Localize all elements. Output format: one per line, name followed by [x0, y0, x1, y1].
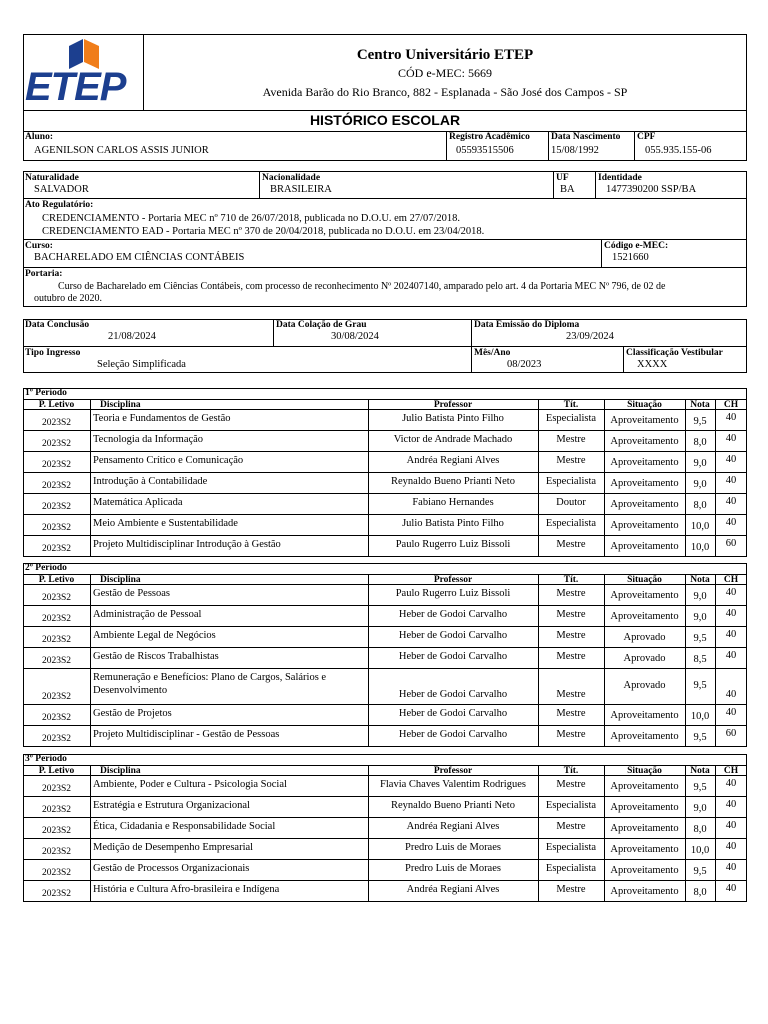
- cell-professor: Andréa Regiani Alves: [406, 884, 500, 895]
- cell-letivo: 2023S2: [41, 805, 72, 815]
- cell-tit: Mestre: [556, 708, 586, 719]
- cell-tit: Mestre: [556, 539, 586, 550]
- cell-disciplina: Estratégia e Estrutura Organizacional: [93, 800, 250, 811]
- divider: [23, 535, 747, 536]
- cell-letivo: 2023S2: [41, 784, 72, 794]
- col-header-nota: Nota: [690, 766, 710, 776]
- cell-tit: Especialista: [545, 800, 597, 811]
- conclusao-value: 21/08/2024: [108, 331, 156, 342]
- divider: [23, 514, 747, 515]
- codigo-value: 1521660: [612, 252, 649, 263]
- cell-nota: 9,0: [693, 612, 707, 623]
- col-header-situacao: Situação: [627, 575, 662, 585]
- cell-situacao: Aproveitamento: [610, 436, 679, 447]
- cell-professor: Julio Batista Pinto Filho: [402, 413, 504, 424]
- cell-professor: Reynaldo Bueno Prianti Neto: [391, 476, 515, 487]
- cell-professor: Heber de Godoi Carvalho: [398, 689, 508, 700]
- ingresso-label: Tipo Ingresso: [25, 348, 81, 358]
- cell-disciplina: Remuneração e Benefícios: Plano de Cargos, Salários e: [93, 672, 327, 683]
- cell-nota: 9,5: [693, 732, 707, 743]
- cell-professor: Predro Luis de Moraes: [405, 842, 501, 853]
- col-header-professor: Professor: [433, 400, 473, 410]
- cell-disciplina: Gestão de Processos Organizacionais: [93, 863, 250, 874]
- cell-situacao: Aproveitamento: [610, 590, 679, 601]
- cell-tit: Mestre: [556, 729, 586, 740]
- col-header-letivo: P. Letivo: [38, 400, 75, 410]
- cell-letivo: 2023S2: [41, 635, 72, 645]
- col-header-ch: CH: [723, 575, 739, 585]
- cell-disciplina: Ambiente Legal de Negócios: [93, 630, 216, 641]
- divider: [623, 346, 624, 373]
- ingresso-value: Seleção Simplificada: [97, 359, 186, 370]
- curso-value: BACHARELADO EM CIÊNCIAS CONTÁBEIS: [34, 252, 245, 263]
- divider: [553, 171, 554, 199]
- cell-professor: Reynaldo Bueno Prianti Neto: [391, 800, 515, 811]
- cpf-label: CPF: [637, 132, 656, 142]
- cell-disciplina-cont: Desenvolvimento: [93, 685, 168, 696]
- cell-tit: Especialista: [545, 476, 597, 487]
- cell-situacao: Aproveitamento: [610, 844, 679, 855]
- cell-letivo: 2023S2: [41, 692, 72, 702]
- cell-situacao: Aproveitamento: [610, 802, 679, 813]
- cell-tit: Mestre: [556, 884, 586, 895]
- cell-nota: 8,0: [693, 500, 707, 511]
- cell-ch: 40: [725, 475, 737, 486]
- portaria-line2: outubro de 2020.: [34, 293, 103, 304]
- cell-disciplina: Projeto Multidisciplinar - Gestão de Pessoas: [93, 729, 280, 740]
- cell-disciplina: Administração de Pessoal: [93, 609, 202, 620]
- cell-tit: Especialista: [545, 413, 597, 424]
- conclusao-label: Data Conclusão: [25, 320, 90, 330]
- divider: [90, 574, 91, 747]
- cell-letivo: 2023S2: [41, 523, 72, 533]
- cell-situacao: Aprovado: [623, 653, 666, 664]
- cell-letivo: 2023S2: [41, 460, 72, 470]
- cell-letivo: 2023S2: [41, 713, 72, 723]
- logo-text: ETEP: [25, 65, 126, 109]
- cell-nota: 9,0: [693, 591, 707, 602]
- cell-nota: 9,0: [693, 479, 707, 490]
- col-header-professor: Professor: [433, 575, 473, 585]
- cell-nota: 9,0: [693, 803, 707, 814]
- divider: [23, 775, 747, 776]
- cell-ch: 40: [725, 608, 737, 619]
- cell-nota: 9,5: [693, 782, 707, 793]
- cell-letivo: 2023S2: [41, 544, 72, 554]
- divider: [273, 319, 274, 346]
- col-header-disciplina: Disciplina: [100, 766, 141, 776]
- cell-disciplina: Ética, Cidadania e Responsabilidade Social: [93, 821, 276, 832]
- cell-disciplina: Gestão de Riscos Trabalhistas: [93, 651, 219, 662]
- mesano-value: 08/2023: [507, 359, 542, 370]
- cell-letivo: 2023S2: [41, 502, 72, 512]
- uf-label: UF: [556, 173, 569, 183]
- cell-letivo: 2023S2: [41, 656, 72, 666]
- cell-professor: Paulo Rugerro Luiz Bissoli: [395, 588, 511, 599]
- ato-line1: CREDENCIAMENTO - Portaria MEC nº 710 de 26/07/2018, publicada no D.O.U. em 27/07/2018.: [42, 213, 461, 224]
- cell-disciplina: Gestão de Pessoas: [93, 588, 170, 599]
- ato-line2: CREDENCIAMENTO EAD - Portaria MEC nº 370 de 20/04/2018, publicada no D.O.U. em 23/04/2018.: [42, 226, 485, 237]
- cell-situacao: Aproveitamento: [610, 611, 679, 622]
- cell-ch: 40: [725, 496, 737, 507]
- cell-ch: 40: [725, 689, 737, 700]
- cell-situacao: Aproveitamento: [610, 823, 679, 834]
- cell-professor: Fabiano Hernandes: [412, 497, 494, 508]
- cell-tit: Mestre: [556, 588, 586, 599]
- cell-professor: Heber de Godoi Carvalho: [398, 729, 508, 740]
- cell-nota: 9,5: [693, 680, 707, 691]
- divider: [90, 765, 91, 902]
- naturalidade-label: Naturalidade: [25, 173, 79, 183]
- cell-nota: 9,5: [693, 866, 707, 877]
- cell-disciplina: Pensamento Crítico e Comunicação: [93, 455, 244, 466]
- etep-logo: [25, 36, 143, 109]
- colacao-label: Data Colação de Grau: [276, 320, 367, 330]
- divider: [23, 880, 747, 881]
- cell-ch: 40: [725, 412, 737, 423]
- cell-professor: Andréa Regiani Alves: [406, 455, 500, 466]
- cell-disciplina: Ambiente, Poder e Cultura - Psicologia Social: [93, 779, 287, 790]
- period-title: 2º Período: [25, 563, 67, 573]
- divider: [23, 725, 747, 726]
- cell-situacao: Aproveitamento: [610, 710, 679, 721]
- cell-ch: 40: [725, 707, 737, 718]
- cell-nota: 10,0: [690, 521, 710, 532]
- cell-ch: 40: [725, 799, 737, 810]
- cpf-value: 055.935.155-06: [645, 145, 712, 156]
- cell-nota: 9,0: [693, 458, 707, 469]
- identidade-value: 1477390200 SSP/BA: [606, 184, 697, 195]
- cell-professor: Andréa Regiani Alves: [406, 821, 500, 832]
- cell-professor: Flavia Chaves Valentim Rodrigues: [380, 779, 526, 790]
- cell-professor: Predro Luis de Moraes: [405, 863, 501, 874]
- cell-nota: 10,0: [690, 711, 710, 722]
- cell-ch: 60: [725, 728, 737, 739]
- divider: [548, 131, 549, 161]
- cell-nota: 10,0: [690, 542, 710, 553]
- divider: [23, 409, 747, 410]
- cell-ch: 60: [725, 538, 737, 549]
- divider: [23, 605, 747, 606]
- colacao-value: 30/08/2024: [331, 331, 379, 342]
- emissao-value: 23/09/2024: [566, 331, 614, 342]
- cell-tit: Mestre: [556, 779, 586, 790]
- institution-name: Centro Universitário ETEP: [356, 47, 534, 63]
- cell-disciplina: Teoria e Fundamentos de Gestão: [93, 413, 231, 424]
- cell-letivo: 2023S2: [41, 418, 72, 428]
- cell-ch: 40: [725, 587, 737, 598]
- cell-tit: Mestre: [556, 434, 586, 445]
- cell-letivo: 2023S2: [41, 614, 72, 624]
- cell-professor: Heber de Godoi Carvalho: [398, 630, 508, 641]
- cell-situacao: Aproveitamento: [610, 865, 679, 876]
- cell-situacao: Aproveitamento: [610, 541, 679, 552]
- col-header-ch: CH: [723, 766, 739, 776]
- divider: [23, 626, 747, 627]
- cell-tit: Mestre: [556, 455, 586, 466]
- uf-value: BA: [560, 184, 575, 195]
- cell-professor: Paulo Rugerro Luiz Bissoli: [395, 539, 511, 550]
- cell-situacao: Aproveitamento: [610, 520, 679, 531]
- ato-label: Ato Regulatório:: [25, 200, 94, 210]
- divider: [23, 796, 747, 797]
- cell-disciplina: Projeto Multidisciplinar Introdução à Gestão: [93, 539, 281, 550]
- cell-tit: Mestre: [556, 689, 586, 700]
- cell-situacao: Aproveitamento: [610, 781, 679, 792]
- cell-tit: Especialista: [545, 842, 597, 853]
- divider: [23, 859, 747, 860]
- cell-professor: Victor de Andrade Machado: [393, 434, 513, 445]
- cell-ch: 40: [725, 820, 737, 831]
- divider: [595, 171, 596, 199]
- cell-ch: 40: [725, 862, 737, 873]
- col-header-tit: Tít.: [563, 575, 579, 585]
- cell-nota: 8,0: [693, 824, 707, 835]
- cell-letivo: 2023S2: [41, 439, 72, 449]
- divider: [23, 346, 747, 347]
- divider: [23, 451, 747, 452]
- cell-letivo: 2023S2: [41, 826, 72, 836]
- period-title: 1º Período: [25, 388, 67, 398]
- cell-ch: 40: [725, 778, 737, 789]
- cell-disciplina: Tecnologia da Informação: [93, 434, 204, 445]
- cell-situacao: Aproveitamento: [610, 731, 679, 742]
- registro-value: 05593515506: [456, 145, 514, 156]
- divider: [23, 493, 747, 494]
- col-header-situacao: Situação: [627, 400, 662, 410]
- cell-nota: 8,0: [693, 887, 707, 898]
- cell-ch: 40: [725, 841, 737, 852]
- cell-situacao: Aproveitamento: [610, 886, 679, 897]
- cell-disciplina: Meio Ambiente e Sustentabilidade: [93, 518, 238, 529]
- col-header-tit: Tít.: [563, 400, 579, 410]
- period-title: 3º Período: [25, 754, 67, 764]
- cell-letivo: 2023S2: [41, 889, 72, 899]
- cell-tit: Especialista: [545, 518, 597, 529]
- cell-situacao: Aproveitamento: [610, 457, 679, 468]
- cell-professor: Heber de Godoi Carvalho: [398, 708, 508, 719]
- divider: [471, 319, 472, 373]
- portaria-line1: Curso de Bacharelado em Ciências Contábeis, com processo de reconhecimento Nº 202407140, amparado pelo art. 4 da Portaria MEC Nº 796, de 02 de: [58, 281, 666, 292]
- cell-letivo: 2023S2: [41, 734, 72, 744]
- divider: [23, 704, 747, 705]
- cell-ch: 40: [725, 629, 737, 640]
- cell-letivo: 2023S2: [41, 868, 72, 878]
- cell-tit: Mestre: [556, 651, 586, 662]
- nacionalidade-value: BRASILEIRA: [270, 184, 332, 195]
- cell-disciplina: Medição de Desempenho Empresarial: [93, 842, 254, 853]
- col-header-disciplina: Disciplina: [100, 575, 141, 585]
- cell-letivo: 2023S2: [41, 481, 72, 491]
- col-header-tit: Tít.: [563, 766, 579, 776]
- cell-disciplina: Matemática Aplicada: [93, 497, 183, 508]
- divider: [23, 668, 747, 669]
- cell-letivo: 2023S2: [41, 847, 72, 857]
- codigo-label: Código e-MEC:: [604, 241, 669, 251]
- divider: [23, 647, 747, 648]
- cell-situacao: Aproveitamento: [610, 499, 679, 510]
- cell-tit: Mestre: [556, 609, 586, 620]
- col-header-letivo: P. Letivo: [38, 575, 75, 585]
- cell-ch: 40: [725, 433, 737, 444]
- col-header-nota: Nota: [690, 575, 710, 585]
- divider: [601, 239, 602, 268]
- divider: [446, 131, 447, 161]
- cell-nota: 9,5: [693, 416, 707, 427]
- classificacao-value: XXXX: [637, 359, 668, 370]
- nacionalidade-label: Nacionalidade: [262, 173, 321, 183]
- cell-ch: 40: [725, 517, 737, 528]
- cell-tit: Doutor: [556, 497, 586, 508]
- cell-letivo: 2023S2: [41, 593, 72, 603]
- cell-situacao: Aproveitamento: [610, 478, 679, 489]
- emec-code: CÓD e-MEC: 5669: [398, 66, 492, 80]
- nascimento-value: 15/08/1992: [551, 145, 599, 156]
- col-header-nota: Nota: [690, 400, 710, 410]
- col-header-letivo: P. Letivo: [38, 766, 75, 776]
- col-header-professor: Professor: [433, 766, 473, 776]
- cell-situacao: Aproveitamento: [610, 415, 679, 426]
- cell-tit: Mestre: [556, 630, 586, 641]
- cell-nota: 9,5: [693, 633, 707, 644]
- divider: [23, 838, 747, 839]
- cell-ch: 40: [725, 883, 737, 894]
- divider: [23, 430, 747, 431]
- cell-disciplina: História e Cultura Afro-brasileira e Indígena: [93, 884, 280, 895]
- divider: [23, 584, 747, 585]
- divider: [634, 131, 635, 161]
- curso-label: Curso:: [25, 241, 53, 251]
- divider: [90, 399, 91, 557]
- cell-tit: Especialista: [545, 863, 597, 874]
- divider: [259, 171, 260, 199]
- cell-nota: 8,5: [693, 654, 707, 665]
- cell-ch: 40: [725, 454, 737, 465]
- cell-professor: Julio Batista Pinto Filho: [402, 518, 504, 529]
- emissao-label: Data Emissão do Diploma: [474, 320, 580, 330]
- cell-professor: Heber de Godoi Carvalho: [398, 609, 508, 620]
- registro-label: Registro Acadêmico: [449, 132, 530, 142]
- portaria-label: Portaria:: [25, 269, 63, 279]
- divider: [23, 472, 747, 473]
- classificacao-label: Classificação Vestibular: [626, 348, 723, 358]
- identidade-label: Identidade: [598, 173, 642, 183]
- nascimento-label: Data Nascimento: [551, 132, 621, 142]
- cell-disciplina: Gestão de Projetos: [93, 708, 172, 719]
- mesano-label: Mês/Ano: [474, 348, 511, 358]
- col-header-situacao: Situação: [627, 766, 662, 776]
- aluno-value: AGENILSON CARLOS ASSIS JUNIOR: [34, 145, 209, 156]
- institution-address: Avenida Barão do Rio Branco, 882 - Esplanada - São José dos Campos - SP: [262, 85, 628, 99]
- naturalidade-value: SALVADOR: [34, 184, 89, 195]
- cell-nota: 10,0: [690, 845, 710, 856]
- cell-disciplina: Introdução à Contabilidade: [93, 476, 208, 487]
- cell-situacao: Aprovado: [623, 632, 666, 643]
- cell-professor: Heber de Godoi Carvalho: [398, 651, 508, 662]
- doc-title: HISTÓRICO ESCOLAR: [309, 112, 461, 128]
- divider: [23, 817, 747, 818]
- col-header-disciplina: Disciplina: [100, 400, 141, 410]
- aluno-label: Aluno:: [25, 132, 53, 142]
- cell-tit: Mestre: [556, 821, 586, 832]
- col-header-ch: CH: [723, 400, 739, 410]
- cell-nota: 8,0: [693, 437, 707, 448]
- cell-ch: 40: [725, 650, 737, 661]
- cell-situacao: Aprovado: [623, 680, 666, 691]
